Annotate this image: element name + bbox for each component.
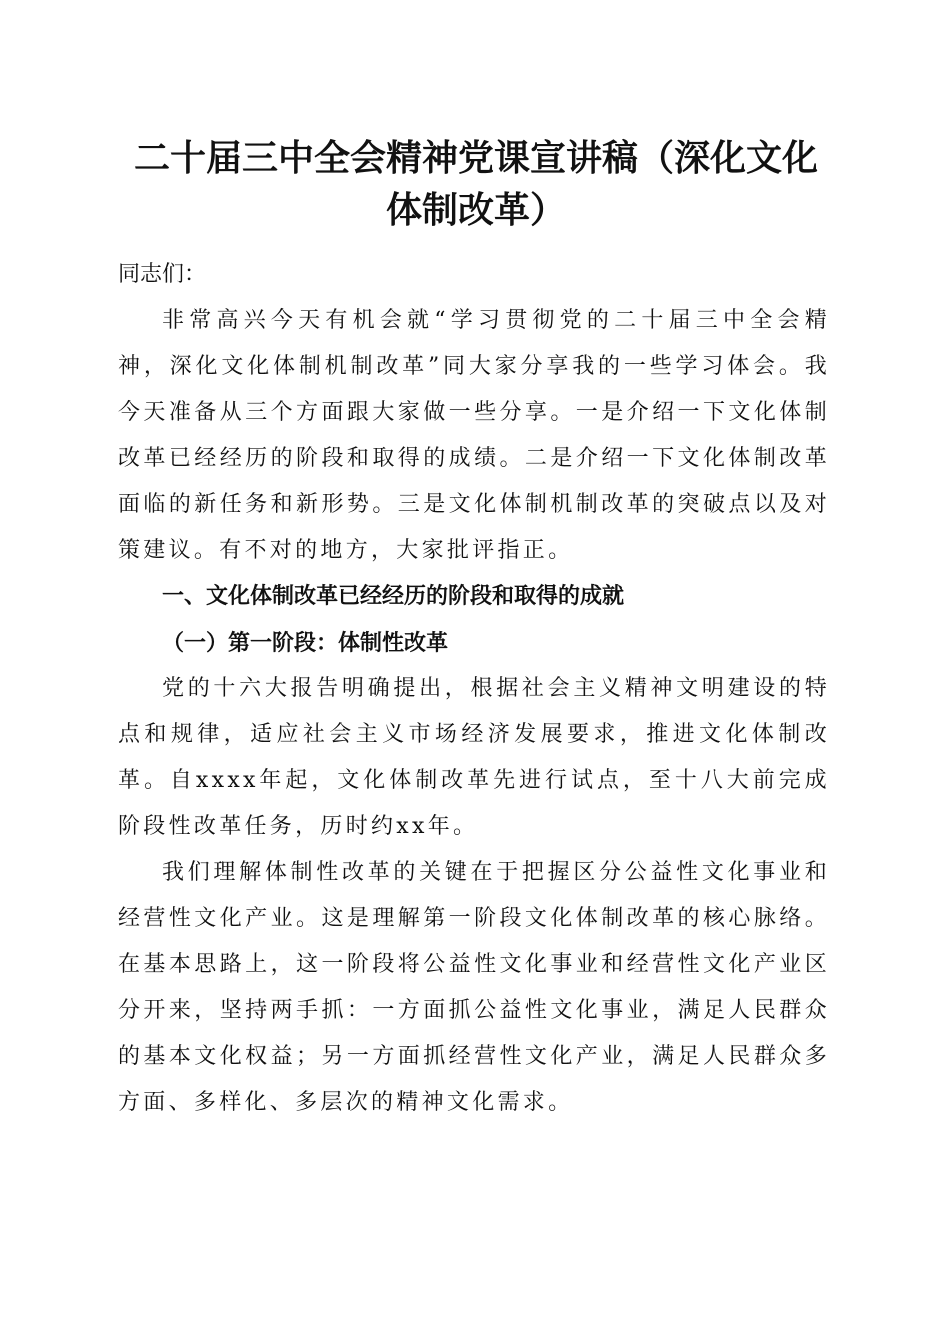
document-title: 二十届三中全会精神党课宣讲稿（深化文化体制改革） [133,137,818,231]
section-heading-1: 一、文化体制改革已经经历的阶段和取得的成就 [162,584,625,609]
subsection-heading-1: （一）第一阶段：体制性改革 [162,630,449,656]
document-body [118,252,830,1126]
intro-paragraph: 非常高兴今天有机会就“学习贯彻党的二十届三中全会精神，深化文化体制机制改革”同大家分享我的一些学习体会。我今天准备从三个方面跟大家做一些分享。一是介绍一下文化体制改革已经经历的阶段和取得的成绩。二是介绍一下文化体制改革面临的新任务和新形势。三是文化体制机制改革的突破点以及对策建议。有不对的地方，大家批评指正。 [118,308,830,563]
body-paragraph-1: 党的十六大报告明确提出，根据社会主义精神文明建设的特点和规律，适应社会主义市场经济发展要求，推进文化体制改革。自xxxx年起，文化体制改革先进行试点，至十八大前完成阶段性改革任务，历时约xx年。 [118,676,830,839]
body-paragraph-2: 我们理解体制性改革的关键在于把握区分公益性文化事业和经营性文化产业。这是理解第一阶段文化体制改革的核心脉络。在基本思路上，这一阶段将公益性文化事业和经营性文化产业区分开来，坚持两手抓：一方面抓公益性文化事业，满足人民群众的基本文化权益；另一方面抓经营性文化产业，满足人民群众多方面、多样化、多层次的精神文化需求。 [118,860,830,1115]
salutation: 同志们： [118,262,207,287]
